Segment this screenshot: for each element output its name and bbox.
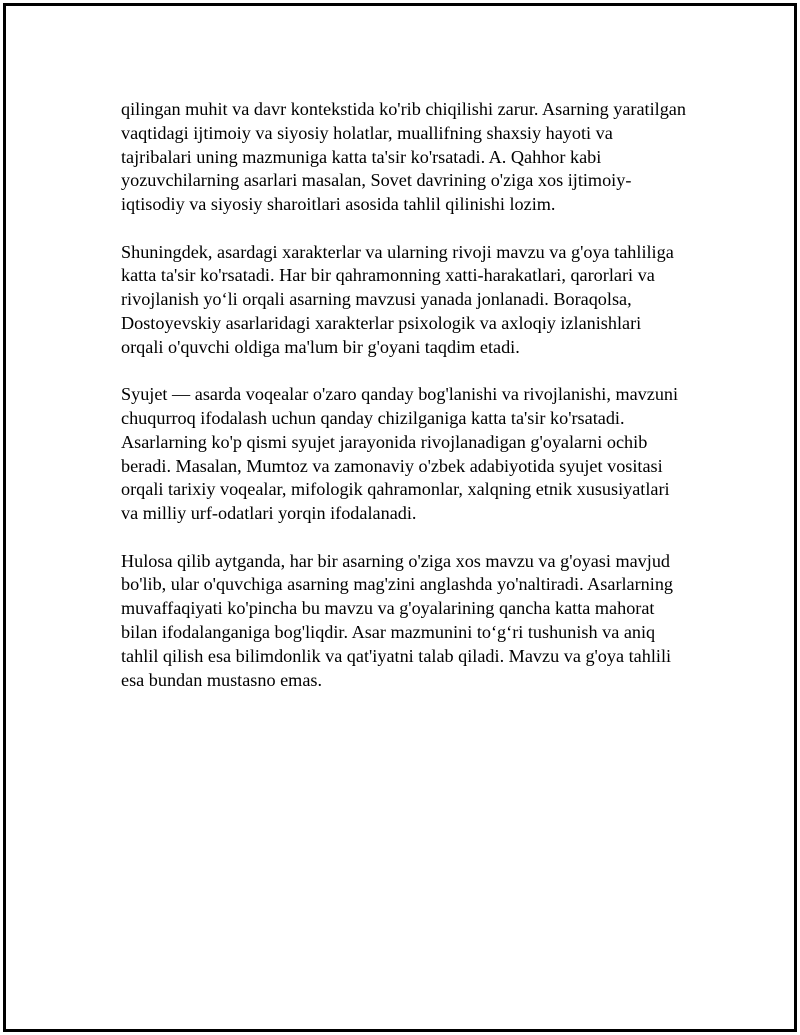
paragraph-context: qilingan muhit va davr kontekstida ko'rib chiqilishi zarur. Asarning yaratilgan vaqtidagi ijtimoiy va siyosiy holatlar, muallifning shaxsiy hayoti va tajribalari uning mazmuniga katta ta'sir ko'rsatadi. A. Qahhor kabi yozuvchilarning asarlari masalan, Sovet davrining o'ziga xos ijtimoiy-iqtisodiy va siyosiy sharoitlari asosida tahlil qilinishi lozim. bbox=[121, 99, 686, 215]
document-body bbox=[121, 98, 686, 692]
paragraph-conclusion: Hulosa qilib aytganda, har bir asarning o'ziga xos mavzu va g'oyasi mavjud bo'lib, ular o'quvchiga asarning mag'zini anglashda yo'naltiradi. Asarlarning muvaffaqiyati ko'pincha bu mavzu va g'oyalarining qancha katta mahorat bilan ifodalanganiga bog'liqdir. Asar mazmunini to‘g‘ri tushunish va aniq tahlil qilish esa bilimdonlik va qat'iyatni talab qiladi. Mavzu va g'oya tahlili esa bundan mustasno emas. bbox=[121, 550, 674, 690]
page-frame bbox=[3, 3, 797, 1032]
paragraph-plot: Syujet — asarda voqealar o'zaro qanday bog'lanishi va rivojlanishi, mavzuni chuqurroq ifodalash uchun qanday chizilganiga katta ta'sir ko'rsatadi. Asarlarning ko'p qismi syujet jarayonida rivojlanadigan g'oyalarni ochib beradi. Masalan, Mumtoz va zamonaviy o'zbek adabiyotida syujet vositasi orqali tarixiy voqealar, mifologik qahramonlar, xalqning etnik xususiyatlari va milliy urf-odatlari yorqin ifodalanadi. bbox=[121, 384, 679, 524]
paragraph-characters: Shuningdek, asardagi xarakterlar va ularning rivoji mavzu va g'oya tahliliga katta ta'sir ko'rsatadi. Har bir qahramonning xatti-harakatlari, qarorlari va rivojlanish yo‘li orqali asarning mavzusi yanada jonlanadi. Boraqolsa, Dostoyevskiy asarlaridagi xarakterlar psixologik va axloqiy izlanishlari orqali o'quvchi oldiga ma'lum bir g'oyani taqdim etadi. bbox=[121, 241, 674, 357]
